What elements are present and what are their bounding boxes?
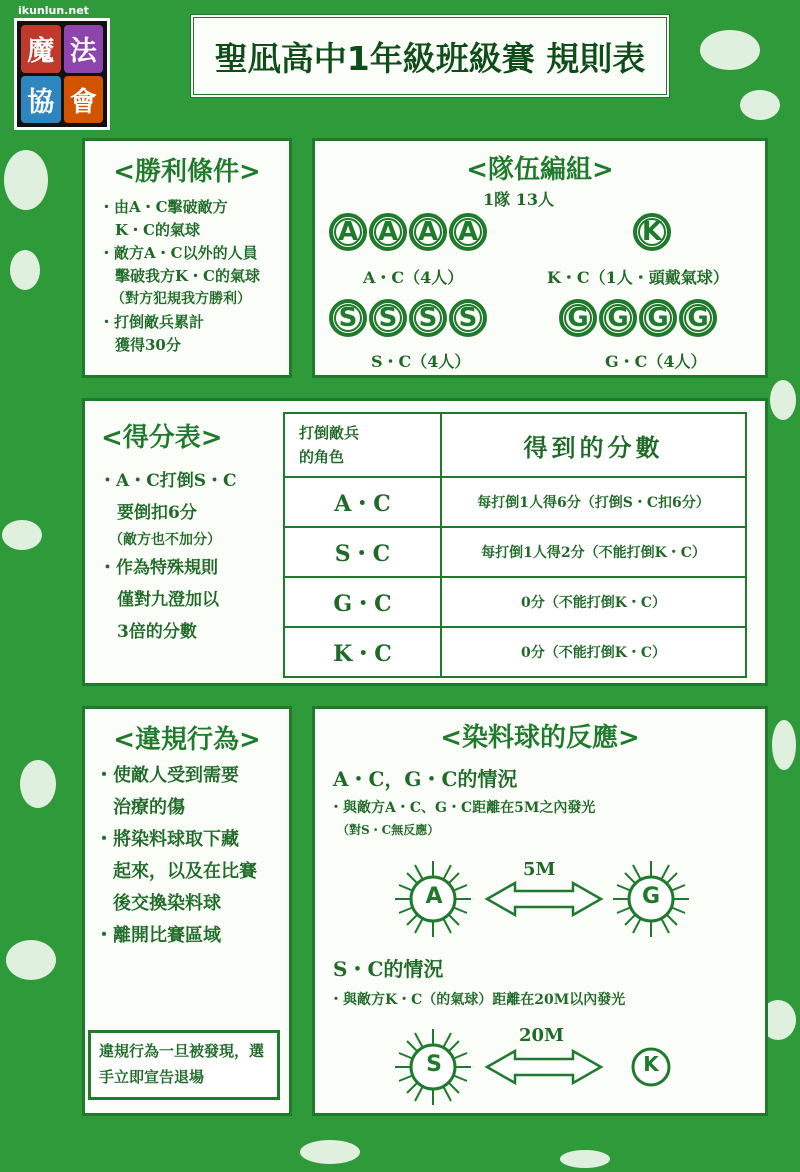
case1-line: ・與敵方A・C、G・C距離在5M之內發光 — [329, 800, 596, 816]
row-role: A・C — [284, 477, 441, 527]
table-row — [284, 527, 746, 577]
logo-char: 會 — [64, 76, 104, 124]
gc-badge-icon: G — [599, 299, 637, 337]
row-points: 每打倒1人得6分（打倒S・C扣6分） — [441, 477, 746, 527]
foul-item: 起來，以及在比賽 — [113, 861, 257, 882]
case2-right-ball: K — [643, 1052, 659, 1076]
foul-item: 治療的傷 — [113, 797, 185, 818]
sc-badge-icon: S — [329, 299, 367, 337]
score-item: ・作為特殊規則 — [99, 558, 218, 578]
gc-badge-icon: G — [559, 299, 597, 337]
double-arrow-icon — [487, 883, 601, 915]
score-item: 要倒扣6分 — [117, 503, 197, 523]
win-item: （對方犯規我方勝利） — [111, 291, 251, 307]
score-item: ・A・C打倒S・C — [99, 471, 237, 491]
case1-right-ball: G — [641, 884, 661, 909]
row-role: K・C — [284, 627, 441, 677]
team-heading: <隊伍編組> — [466, 155, 614, 185]
page-title: 聖凪高中1年級班級賽 規則表 — [190, 14, 670, 98]
case2-line: ・與敵方K・C（的氣球）距離在20M以內發光 — [329, 992, 626, 1008]
win-heading: <勝利條件> — [113, 157, 261, 187]
case2-distance: 20M — [519, 1025, 564, 1046]
sc-badge-icon: S — [449, 299, 487, 337]
case1-distance: 5M — [523, 859, 556, 880]
gc-badge-icon: G — [679, 299, 717, 337]
foul-heading: <違規行為> — [113, 725, 261, 755]
win-panel — [82, 138, 292, 378]
win-item: ・敵方A・C以外的人員 — [99, 244, 258, 262]
win-item: ・由A・C擊破敵方 — [99, 198, 228, 216]
case1-note: （對S・C無反應） — [337, 823, 440, 837]
col-role-header: 打倒敵兵 的角色 — [284, 413, 441, 477]
sc-badge-icon: S — [369, 299, 407, 337]
win-item: 擊破我方K・C的氣球 — [115, 267, 260, 285]
score-item: （敵方也不加分） — [109, 532, 221, 548]
win-item: 獲得30分 — [115, 336, 181, 354]
foul-item: ・使敵人受到需要 — [95, 765, 239, 786]
table-row — [284, 477, 746, 527]
gc-icons — [559, 299, 719, 337]
foul-item: ・將染料球取下藏 — [95, 829, 239, 850]
team-count: 1隊 13人 — [483, 190, 554, 209]
col-points-header: 得到的分數 — [441, 413, 746, 477]
table-row — [284, 627, 746, 677]
table-header-row — [284, 413, 746, 477]
win-item: K・C的氣球 — [115, 221, 200, 239]
double-arrow-icon — [487, 1051, 601, 1083]
row-points: 0分（不能打倒K・C） — [441, 577, 746, 627]
row-role: G・C — [284, 577, 441, 627]
score-table — [283, 412, 747, 678]
score-item: 僅對九澄加以 — [117, 590, 219, 610]
kc-badge-icon: K — [633, 213, 671, 251]
logo — [14, 18, 110, 130]
team-panel — [312, 138, 768, 378]
win-item: ・打倒敵兵累計 — [99, 313, 205, 331]
ac-badge-icon: A — [369, 213, 407, 251]
row-role: S・C — [284, 527, 441, 577]
foul-note: 違規行為一旦被發現，選手立即宣告退場 — [88, 1030, 280, 1100]
case1-left-ball: A — [425, 884, 443, 909]
gc-badge-icon: G — [639, 299, 677, 337]
ac-badge-icon: A — [409, 213, 447, 251]
case2-left-ball: S — [426, 1052, 442, 1077]
score-item: 3倍的分數 — [117, 622, 197, 642]
table-row — [284, 577, 746, 627]
gc-caption: G・C（4人） — [605, 352, 707, 371]
sc-icons — [329, 299, 489, 337]
row-points: 每打倒1人得2分（不能打倒K・C） — [441, 527, 746, 577]
sc-badge-icon: S — [409, 299, 447, 337]
ac-badge-icon: A — [449, 213, 487, 251]
case2-title: S・C的情況 — [333, 957, 444, 981]
dye-heading: <染料球的反應> — [440, 723, 640, 753]
ac-icons — [329, 213, 489, 251]
case1-title: A・C，G・C的情況 — [333, 767, 518, 791]
logo-char: 法 — [64, 25, 104, 73]
score-heading: <得分表> — [101, 423, 223, 453]
logo-char: 協 — [21, 76, 61, 124]
sc-caption: S・C（4人） — [371, 352, 471, 371]
site-watermark: ikunlun.net — [18, 4, 89, 17]
dye-panel — [312, 706, 768, 1116]
foul-item: 後交換染料球 — [113, 893, 221, 914]
kc-caption: K・C（1人・頭戴氣球） — [547, 268, 729, 287]
kc-icons — [633, 213, 673, 251]
logo-char: 魔 — [21, 25, 61, 73]
row-points: 0分（不能打倒K・C） — [441, 627, 746, 677]
foul-item: ・離開比賽區域 — [95, 925, 221, 946]
ac-caption: A・C（4人） — [363, 268, 464, 287]
ac-badge-icon: A — [329, 213, 367, 251]
